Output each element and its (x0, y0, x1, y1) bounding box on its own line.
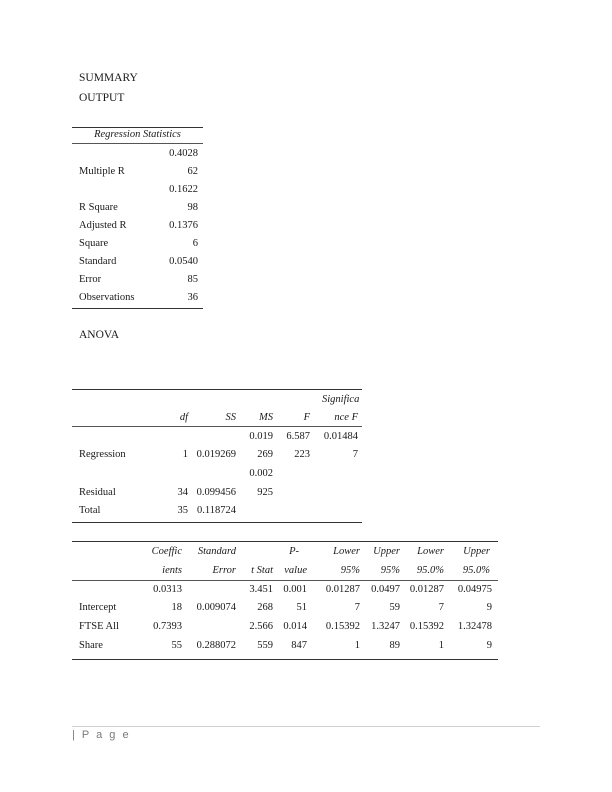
coef-cell: 1 (354, 640, 360, 651)
coef-header: 95% (380, 565, 400, 576)
stat-value: 0.1622 (169, 184, 198, 195)
anova-cell: 0.099456 (196, 487, 236, 498)
anova-cell: 7 (352, 449, 358, 460)
table-rule (72, 659, 498, 660)
table-rule (72, 522, 362, 523)
coef-cell: 0.04975 (457, 584, 492, 595)
coef-cell: 268 (257, 602, 273, 613)
coef-header: Standard (197, 546, 236, 557)
stat-label: Square (79, 238, 109, 249)
table-rule (72, 426, 362, 427)
anova-cell: 0.01484 (323, 431, 358, 442)
coef-header: Upper (373, 546, 400, 557)
anova-cell: 1 (182, 449, 188, 460)
coef-cell: 51 (296, 602, 307, 613)
table-rule (72, 580, 498, 581)
stat-value: 36 (187, 292, 198, 303)
summary-title-line1: SUMMARY (79, 72, 138, 84)
anova-header-df: df (179, 412, 188, 423)
coef-cell: 59 (389, 602, 400, 613)
coef-cell: 1 (438, 640, 444, 651)
coef-header: P- (289, 546, 299, 557)
coef-cell: 0.15392 (409, 621, 444, 632)
coef-header: Lower (417, 546, 444, 557)
stat-label: R Square (79, 202, 118, 213)
anova-cell: 0.019 (249, 431, 273, 442)
anova-header-significance-cont: nce F (334, 412, 358, 423)
coef-cell: 559 (257, 640, 273, 651)
coef-cell: 847 (291, 640, 307, 651)
anova-cell: 0.118724 (197, 505, 236, 516)
coef-cell: 9 (486, 640, 492, 651)
anova-header-ss: SS (225, 412, 236, 423)
coef-row-label: FTSE All (79, 621, 119, 632)
table-rule (72, 308, 203, 309)
coef-cell: 0.014 (283, 621, 307, 632)
stat-label: Observations (79, 292, 135, 303)
coef-header: Lower (333, 546, 360, 557)
regression-statistics-header: Regression Statistics (94, 129, 181, 140)
anova-row-label: Residual (79, 487, 116, 498)
coef-cell: 18 (171, 602, 182, 613)
anova-row-label: Regression (79, 449, 126, 460)
coef-cell: 0.15392 (325, 621, 360, 632)
coef-row-label: Intercept (79, 602, 117, 613)
page-footer: | P a g e (72, 729, 131, 741)
coef-header: value (284, 565, 307, 576)
coef-header: Error (212, 565, 236, 576)
stat-label: Error (79, 274, 102, 285)
stat-value: 6 (192, 238, 198, 249)
anova-cell: 34 (177, 487, 188, 498)
coef-cell: 1.32478 (457, 621, 492, 632)
coef-row-label: Share (79, 640, 103, 651)
anova-cell: 0.002 (249, 468, 273, 479)
stat-value: 62 (187, 166, 198, 177)
table-rule (72, 389, 362, 390)
anova-header-significance: Significa (322, 394, 360, 405)
stat-label: Multiple R (79, 166, 125, 177)
summary-title-line2: OUTPUT (79, 92, 125, 104)
footer-rule (72, 726, 540, 727)
coef-cell: 1.3247 (371, 621, 400, 632)
coef-cell: 55 (171, 640, 182, 651)
coef-cell: 0.01287 (409, 584, 444, 595)
coef-cell: 9 (486, 602, 492, 613)
table-rule (72, 541, 498, 542)
table-rule (72, 143, 203, 144)
coef-cell: 7 (438, 602, 444, 613)
coef-cell: 0.001 (283, 584, 307, 595)
coef-cell: 0.01287 (325, 584, 360, 595)
stat-label: Standard (79, 256, 117, 267)
coef-cell: 0.0497 (371, 584, 400, 595)
coef-cell: 7 (354, 602, 360, 613)
anova-cell: 269 (257, 449, 273, 460)
anova-cell: 223 (294, 449, 310, 460)
coef-cell: 89 (389, 640, 400, 651)
coef-header: 95.0% (462, 565, 490, 576)
stat-label: Adjusted R (79, 220, 127, 231)
anova-cell: 925 (257, 487, 273, 498)
coef-cell: 2.566 (249, 621, 273, 632)
stat-value: 0.0540 (169, 256, 198, 267)
anova-title: ANOVA (79, 329, 120, 341)
coef-cell: 0.7393 (153, 621, 182, 632)
stat-value: 98 (187, 202, 198, 213)
coef-header: t Stat (251, 565, 273, 576)
coef-cell: 3.451 (249, 584, 273, 595)
stat-value: 0.1376 (169, 220, 198, 231)
anova-header-f: F (303, 412, 310, 423)
coef-header: ients (162, 565, 182, 576)
anova-row-label: Total (79, 505, 101, 516)
coef-cell: 0.288072 (196, 640, 236, 651)
coef-cell: 0.009074 (196, 602, 236, 613)
coef-cell: 0.0313 (153, 584, 182, 595)
stat-value: 85 (187, 274, 198, 285)
coef-header: Coeffic (151, 546, 182, 557)
anova-cell: 6.587 (286, 431, 310, 442)
anova-cell: 35 (177, 505, 188, 516)
coef-header: 95.0% (416, 565, 444, 576)
coef-header: Upper (463, 546, 490, 557)
anova-cell: 0.019269 (196, 449, 236, 460)
anova-header-ms: MS (259, 412, 273, 423)
coef-header: 95% (340, 565, 360, 576)
stat-value: 0.4028 (169, 148, 198, 159)
